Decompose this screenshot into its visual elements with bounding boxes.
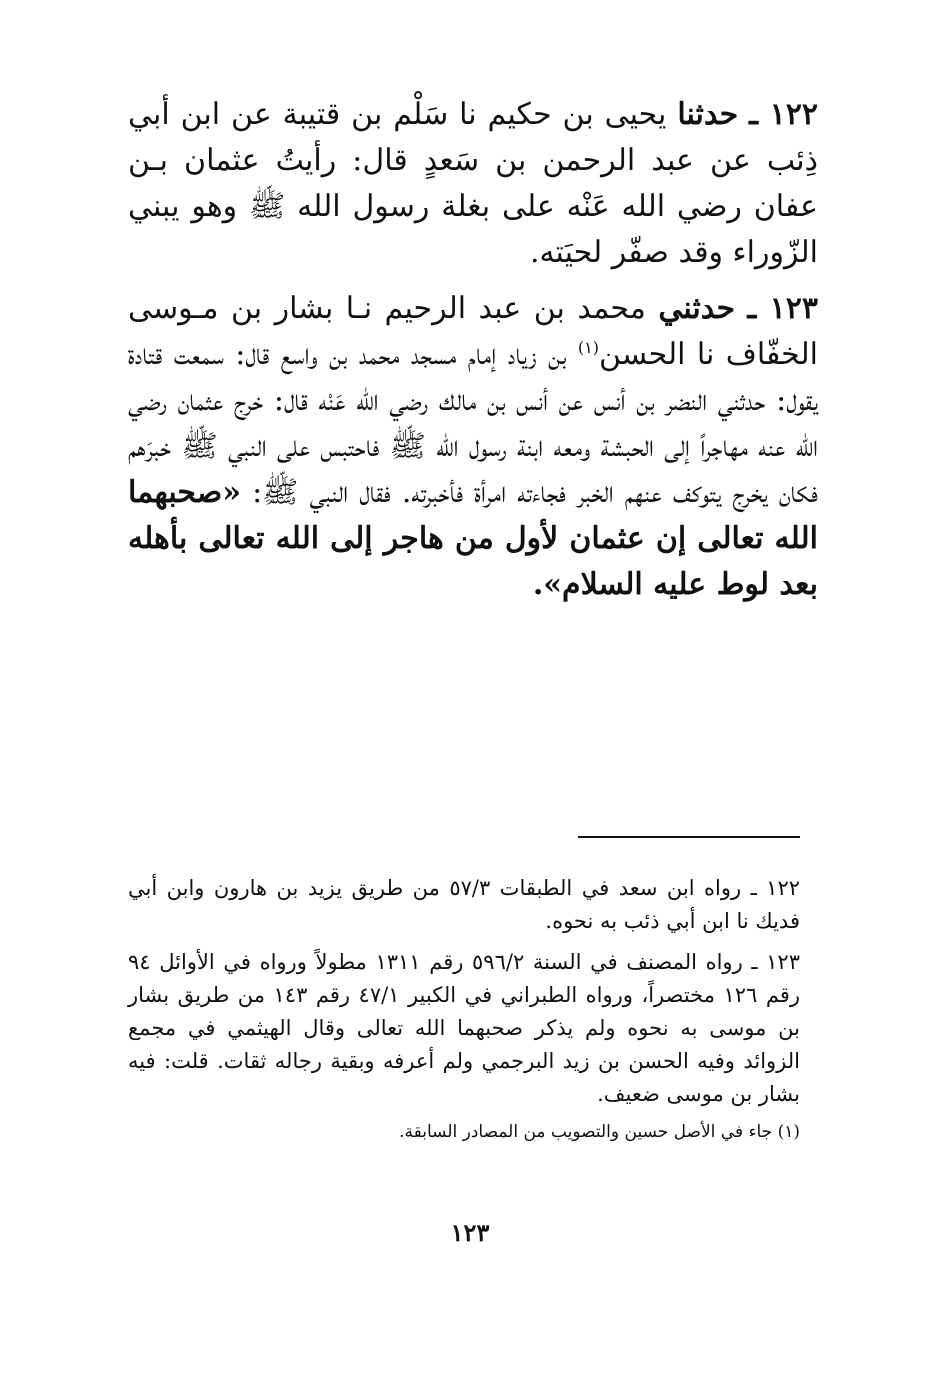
hadith-text-part-1: محمد بن عبد الرحيم نـا بشار بن مـوسى الخفّاف نا الحسن bbox=[128, 291, 818, 372]
footnote-123: ١٢٣ ـ رواه المصنف في السنة ٥٩٦/٢ رقم ١٣١١ مطولاً ورواه في الأوائل ٩٤ رقم ١٢٦ مختصراً، ورواه الطبراني في الكبير ٤٧/١ رقم ١٤٣ من طريق بشار بن موسى به نحوه ولم يذكر صحبهما الله تعالى وقال الهيثمي في مجمع الزوائد وفيه الحسن بن زيد البرجمي ولم أعرفه وبقية رجاله ثقات. قلت: فيه بشار بن موسى ضعيف. bbox=[128, 950, 801, 1106]
narration-keyword: حدثنا bbox=[677, 97, 739, 132]
footnote-1: (١) جاء في الأصل حسين والتصويب من المصادر السابقة. bbox=[399, 1122, 800, 1142]
page-number: ١٢٣ bbox=[450, 1218, 490, 1247]
footnote-reference[interactable]: (١) bbox=[577, 338, 599, 357]
hadith-number: ١٢٢ ـ bbox=[749, 97, 818, 132]
hadith-text: يحيى بن حكيم نا سَلْم بن قتيبة عن ابن أبي ذِئب عن عبد الرحمن بن سَعدٍ قال: رأيتُ عثمان بـن عفان رضي الله عَنْه على بغلة رسول الله ﷺ وهو يبني الزّوراء وقد صفّر لحيَته. bbox=[128, 97, 818, 270]
footnotes bbox=[128, 872, 800, 1153]
prophetic-quote: «صحبهما الله تعالى إن عثمان لأول من هاجر إلى الله تعالى بأهله بعد لوط عليه السلام». bbox=[128, 475, 818, 602]
hadith-123 bbox=[128, 286, 818, 608]
footnote-separator bbox=[578, 836, 800, 839]
footnote-122: ١٢٢ ـ رواه ابن سعد في الطبقات ٥٧/٣ من طريق يزيد بن هارون وابن أبي فديك نا ابن أبي ذئب به نحوه. bbox=[128, 876, 801, 933]
hadith-number: ١٢٣ ـ bbox=[747, 291, 818, 326]
main-text bbox=[128, 92, 818, 618]
hadith-122 bbox=[128, 92, 818, 276]
hadith-text-part-2: بن زياد إمام مسجد محمد بن واسع قال: سمعت قتادة يقول: حدثني النضر بن أنس عن أنس بن مالك رضي الله عَنْه قال: خرج عثمان رضي الله عنه مهاجراً إلى الحبشة ومعه ابنة رسول الله ﷺ فاحتبس على النبي ﷺ خبرَهم فكان يخرج يتوكف عنهم الخبر فجاءته امرأة فأخبرته. فقال النبي ﷺ: bbox=[128, 337, 818, 510]
narration-keyword: حدثني bbox=[658, 291, 736, 326]
